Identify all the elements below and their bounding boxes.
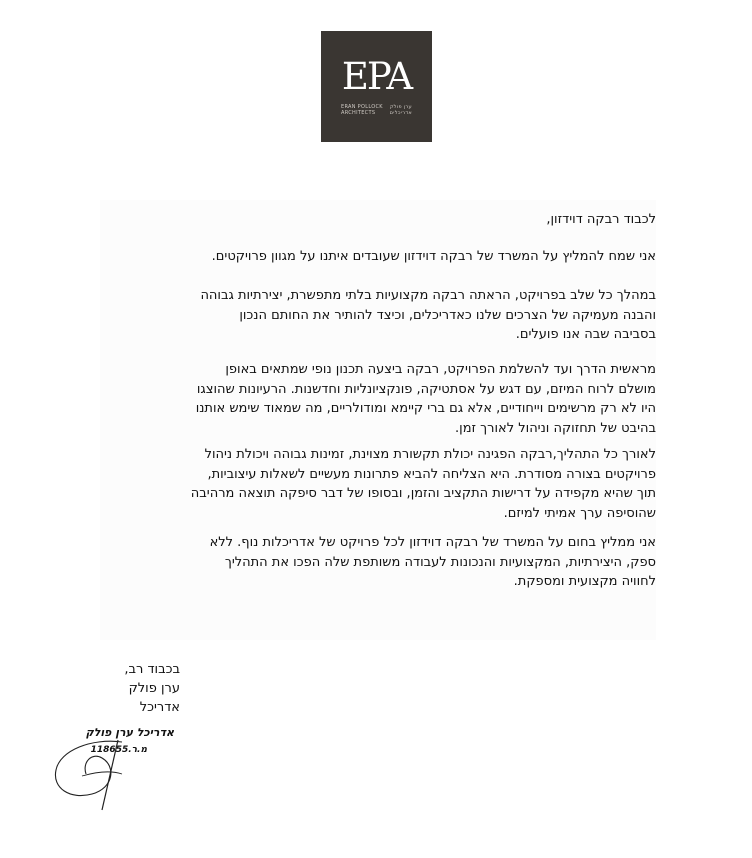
closing-signer-title: אדריכל — [139, 700, 180, 715]
paragraph-line: אני שמח להמליץ על המשרד של רבקה דוידזון שעובדים איתנו על מגוון פרויקטים. — [211, 249, 656, 264]
paragraph-line: תוך שהיא מקפידה על דרישות התקציב והזמן, ובסופו של דבר סיפקה תוצאה מרהיבה — [190, 486, 656, 502]
paragraph-2 — [96, 286, 656, 345]
greeting-line: לכבוד רבקה דוידזון, — [546, 212, 656, 227]
paragraph-line: אני ממליץ בחום על המשרד של רבקה דוידזון לכל פרויקט של אדריכלות נוף. ללא — [209, 535, 656, 550]
paragraph-line: מראשית הדרך ועד להשלמת הפרויקט, רבקה ביצעה תכנון נופי שמתאים באופן — [225, 362, 656, 377]
logo-subtitle — [341, 104, 412, 116]
paragraph-line: והבנה מעמיקה של הצרכים שלנו כאדריכלים, וכיצד להותיר את החותם הנכון — [239, 307, 656, 323]
logo-sub-en-2: ARCHITECTS — [341, 110, 376, 116]
logo-sub-en-1: ERAN POLLOCK — [341, 104, 383, 110]
paragraph-line: היו לא רק מרשימים וייחודיים, אלא גם ברי קיימא ומודולריים, מה שמאוד שימש אותנו — [195, 401, 656, 417]
company-logo — [321, 31, 432, 142]
paragraph-5 — [96, 533, 656, 592]
paragraph-1 — [96, 247, 656, 267]
paragraph-line: ספק, היצירתיות, המקצועיות והנכונות לעבודה משותפת שלה הפכו את התהליך — [224, 554, 656, 570]
logo-sub-he-1: ערן פולק — [389, 104, 412, 110]
letter-body — [100, 200, 656, 640]
paragraph-line: שהוסיפה ערך אמיתי למיזם. — [503, 505, 656, 521]
paragraph-3 — [96, 360, 656, 438]
letter-closing — [60, 660, 180, 717]
paragraph-line: פרויקטים בצורה מסודרת. היא הצליחה להביא פתרונות מעשיים לשאלות עיצוביות, — [207, 466, 656, 482]
paragraph-line: במהלך כל שלב בפרויקט, הראתה רבקה מקצועיות בלתי מתפשרת, יצירתיות גבוהה — [200, 288, 656, 303]
logo-wordmark: EPA — [341, 55, 412, 98]
signature-tail — [82, 772, 122, 776]
closing-signer-name: ערן פולק — [128, 681, 180, 696]
stamp-license: מ.ר.118655 — [90, 745, 147, 755]
closing-salutation: בכבוד רב, — [124, 662, 180, 677]
paragraph-line: בהיבט של תחזוקה וניהול לאורך זמן. — [455, 420, 656, 436]
paragraph-4 — [96, 445, 656, 523]
letter-greeting — [96, 210, 656, 230]
paragraph-line: בסביבה שבה אנו פועלים. — [515, 327, 656, 343]
paragraph-line: לחוויה מקצועית ומספקת. — [513, 574, 656, 590]
paragraph-line: מושלם לרוח המיזם, עם דגש על אסתטיקה, פונקציונליות וחדשנות. הרעיונות שהוצגו — [196, 381, 656, 397]
signature-stamp — [52, 722, 178, 812]
logo-sub-he-2: אדריכלים — [389, 110, 412, 116]
paragraph-line: לאורך כל התהליך,רבקה הפגינה יכולת תקשורת מצוינת, זמינות גבוהה ויכולת ניהול — [204, 447, 656, 462]
stamp-name: אדריכל ערן פולק — [85, 726, 174, 739]
